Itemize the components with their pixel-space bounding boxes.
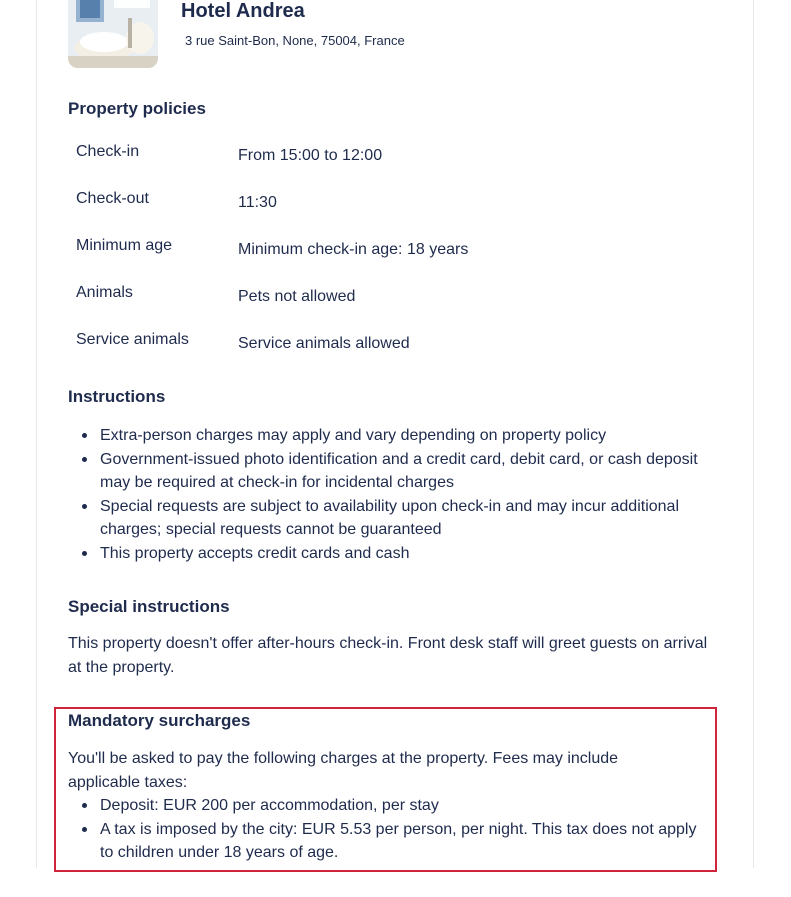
policy-label: Animals bbox=[76, 284, 133, 301]
policy-label: Check-in bbox=[76, 143, 140, 160]
hotel-photo[interactable] bbox=[68, 0, 158, 68]
mandatory-surcharges-list bbox=[68, 794, 708, 865]
special-instructions-heading: Special instructions bbox=[68, 597, 230, 616]
policy-value: Minimum check-in age: 18 years bbox=[238, 241, 469, 258]
instructions-list bbox=[68, 424, 728, 565]
list-item: Government-issued photo identification and a credit card, debit card, or cash deposit may be required at check-in for incidental charges bbox=[100, 448, 728, 495]
instructions-heading: Instructions bbox=[68, 387, 166, 406]
list-item: This property accepts credit cards and cash bbox=[100, 542, 728, 566]
special-instructions-text: This property doesn't offer after-hours check-in. Front desk staff will greet guests on arrival at the property. bbox=[68, 635, 708, 676]
policy-value: From 15:00 to 12:00 bbox=[238, 147, 383, 164]
policy-label: Check-out bbox=[76, 190, 149, 207]
list-item: Deposit: EUR 200 per accommodation, per stay bbox=[100, 794, 708, 818]
list-item: Special requests are subject to availability upon check-in and may incur additional charges; special requests cannot be guaranteed bbox=[100, 495, 728, 542]
policy-label: Service animals bbox=[76, 331, 189, 348]
mandatory-surcharges-intro: You'll be asked to pay the following charges at the property. Fees may include applicable taxes: bbox=[68, 750, 619, 791]
list-item: A tax is imposed by the city: EUR 5.53 per person, per night. This tax does not apply to children under 18 years of age. bbox=[100, 818, 708, 865]
hotel-name: Hotel Andrea bbox=[181, 0, 305, 22]
list-item: Extra-person charges may apply and vary depending on property policy bbox=[100, 424, 728, 448]
hotel-photo-image bbox=[68, 0, 158, 68]
mandatory-surcharges-heading: Mandatory surcharges bbox=[68, 711, 251, 730]
policy-label: Minimum age bbox=[76, 237, 173, 254]
policy-value: Service animals allowed bbox=[238, 335, 410, 352]
policy-value: 11:30 bbox=[238, 194, 277, 211]
policy-value: Pets not allowed bbox=[238, 288, 356, 305]
hotel-address: 3 rue Saint-Bon, None, 75004, France bbox=[185, 33, 405, 48]
property-policies-heading: Property policies bbox=[68, 99, 206, 118]
